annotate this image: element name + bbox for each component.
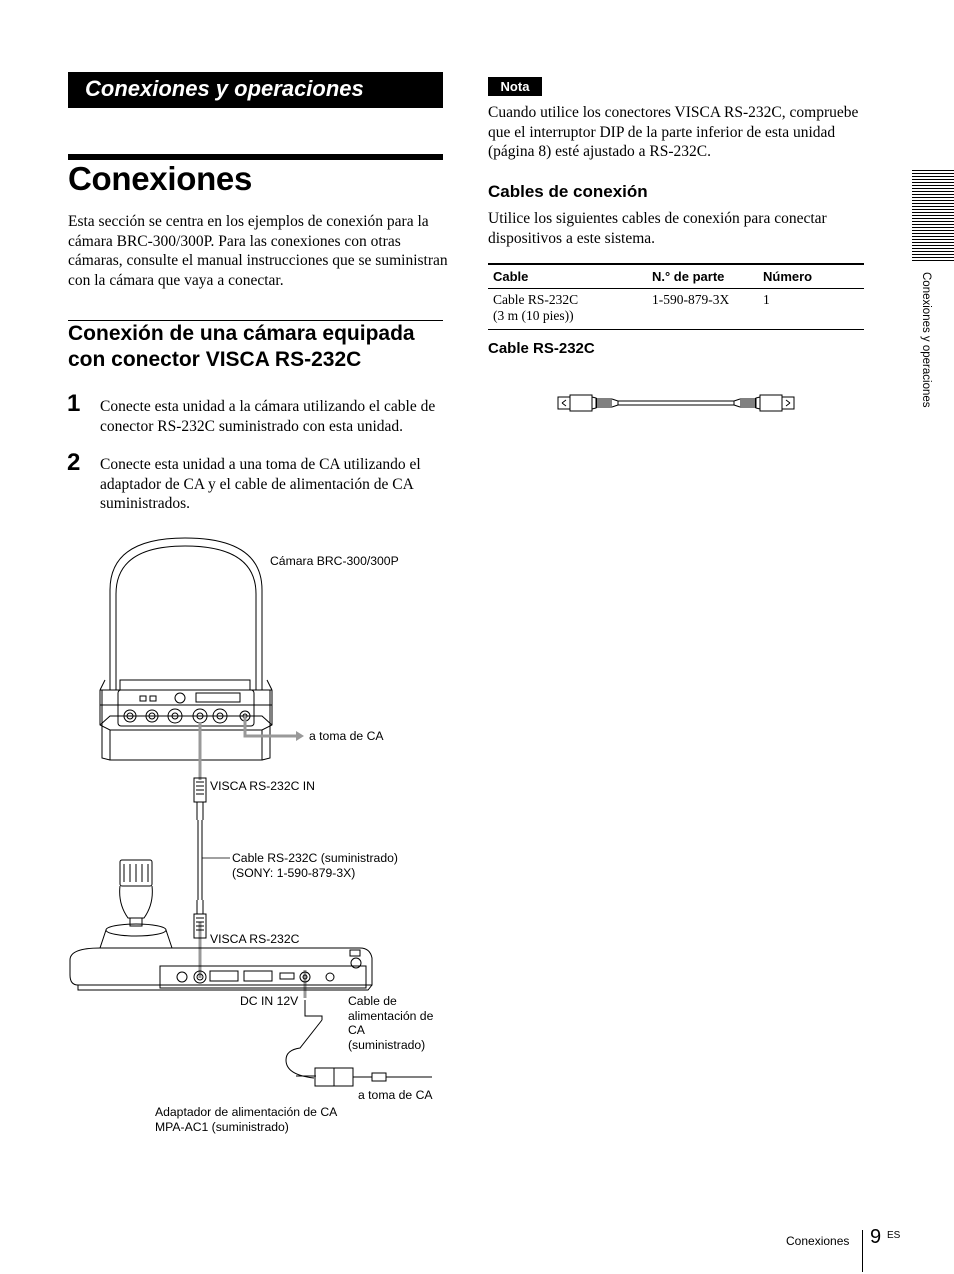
- camera-body: [110, 538, 262, 690]
- cable-name: Cable RS-232C: [493, 292, 579, 307]
- label-ac-outlet-1: a toma de CA: [309, 729, 384, 743]
- cables-text: Utilice los siguientes cables de conexión para conectar dispositivos a este sistema.: [488, 210, 827, 247]
- label-power-cable-2: alimentación de: [348, 1008, 434, 1023]
- step-2-text: Conecte esta unidad a una toma de CA utilizando el adaptador de CA y el cable de alimentación de CA suministrados.: [100, 456, 421, 512]
- camera-base: [100, 680, 272, 705]
- table-cell-part: 1-590-879-3X: [647, 289, 758, 330]
- label-dc-in: DC IN 12V: [240, 994, 299, 1008]
- page-title: Conexiones: [68, 160, 253, 197]
- note-text: Cuando utilice los conectores VISCA RS-232C, compruebe que el interruptor DIP de la parte inferior de esta unidad (página 8) esté ajustado a RS-232C.: [488, 104, 859, 160]
- section-banner: [68, 72, 443, 108]
- label-adapter: [155, 1105, 337, 1134]
- rs232c-cable-illustration: [556, 391, 796, 415]
- cables-heading: Cables de conexión: [488, 182, 648, 201]
- footer-divider: [862, 1230, 863, 1272]
- intro-paragraph: Esta sección se centra en los ejemplos de conexión para la cámara BRC-300/300P. Para las conexiones con otras cámaras, consulte el manual instrucciones que se suministran con la cámara que vaya a conectar.: [68, 213, 448, 289]
- table-header-number: Número: [758, 264, 864, 289]
- side-tab-stripes: [912, 170, 954, 261]
- side-tab-label: Conexiones y operaciones: [920, 272, 932, 408]
- subsection-title: Conexión de una cámara equipada con conector VISCA RS-232C: [68, 322, 415, 371]
- cable-figure-title: Cable RS-232C: [488, 340, 595, 357]
- table-cell-qty: 1: [758, 289, 864, 330]
- page-language: ES: [887, 1230, 901, 1241]
- section-title: Conexiones y operaciones: [85, 76, 364, 101]
- step-2-number: 2: [67, 449, 81, 476]
- cable-length: (3 m (10 pies)): [493, 308, 574, 323]
- label-visca: VISCA RS-232C: [210, 932, 300, 946]
- label-cable: [232, 851, 398, 880]
- table-header-row: [488, 264, 864, 289]
- note-badge: Nota: [488, 77, 542, 96]
- label-power-cable-3: CA: [348, 1023, 365, 1037]
- table-header-part: N.° de parte: [647, 264, 758, 289]
- label-visca-in: VISCA RS-232C IN: [210, 779, 315, 793]
- table-header-cable: Cable: [488, 264, 647, 289]
- table-row: [488, 289, 864, 330]
- label-ac-outlet-2: a toma de CA: [358, 1088, 433, 1102]
- step-1-text: Conecte esta unidad a la cámara utilizando el cable de conector RS-232C suministrado con esta unidad.: [100, 398, 436, 435]
- label-power-cable-1: Cable de: [348, 994, 397, 1008]
- table-cell-cable: [488, 289, 647, 330]
- cables-table: [488, 263, 864, 330]
- label-camera: Cámara BRC-300/300P: [270, 554, 399, 568]
- footer-section-label: Conexiones: [786, 1234, 850, 1248]
- label-power-cable: [348, 994, 433, 1052]
- label-adapter-1: Adaptador de alimentación de CA: [155, 1105, 338, 1119]
- label-cable-line1: Cable RS-232C (suministrado): [232, 851, 398, 865]
- label-adapter-2: MPA-AC1 (suministrado): [155, 1119, 289, 1134]
- page-number: 9: [870, 1226, 882, 1248]
- step-1-number: 1: [67, 390, 81, 417]
- label-cable-line2: (SONY: 1-590-879-3X): [232, 865, 356, 880]
- label-power-cable-4: (suministrado): [348, 1037, 426, 1052]
